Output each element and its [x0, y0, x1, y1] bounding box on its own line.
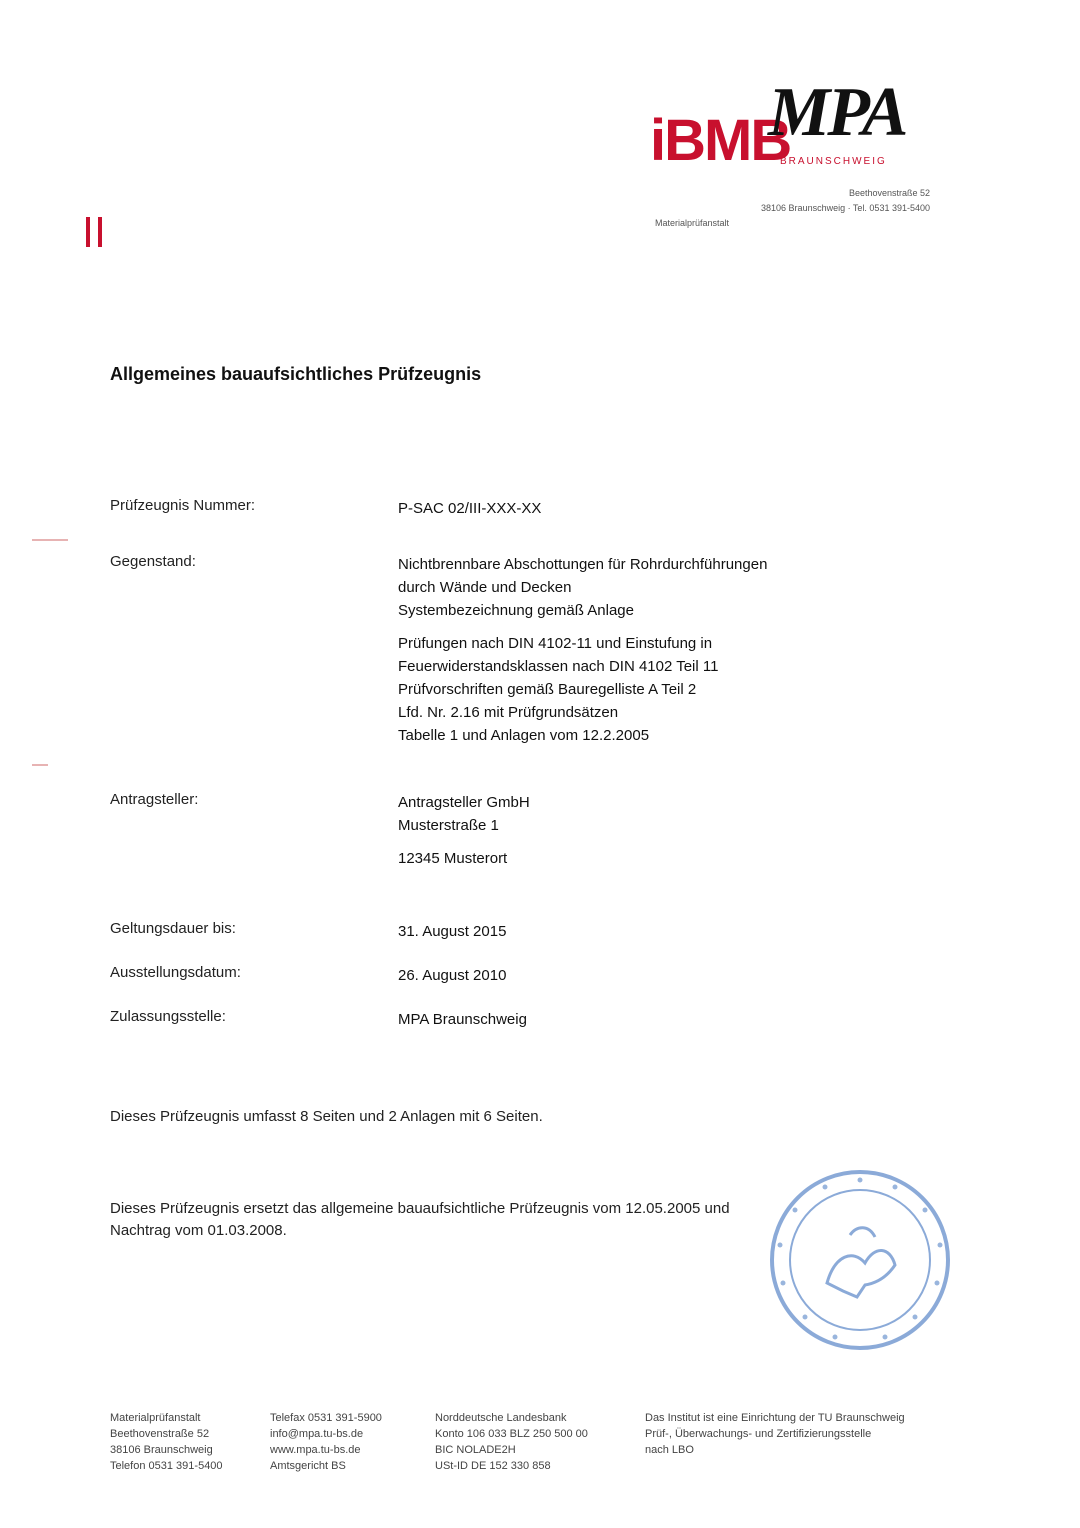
footer-column [270, 1410, 420, 1474]
footer-line: Materialprüfanstalt [110, 1412, 201, 1424]
logo-ibmb-text: iBMB [650, 108, 791, 173]
footer-line: Telefon 0531 391-5400 [110, 1460, 223, 1472]
field-label: Antragsteller: [110, 791, 199, 808]
value-line: Lfd. Nr. 2.16 mit Prüfgrundsätzen [398, 704, 619, 721]
field-value [398, 791, 938, 870]
value-line: Nichtbrennbare Abschottungen für Rohrdurchführungen [398, 556, 768, 573]
footer-line: USt-ID DE 152 330 858 [435, 1460, 551, 1472]
footer-line: Das Institut ist eine Einrichtung der TU Braunschweig [645, 1412, 905, 1424]
field-value [398, 497, 938, 520]
footer-line: Beethovenstraße 52 [110, 1428, 210, 1440]
address-line: 38106 Braunschweig · Tel. 0531 391-5400 [761, 203, 930, 213]
footer-column [645, 1410, 950, 1458]
value-line: 12345 Musterort [398, 850, 508, 867]
document-title: Allgemeines bauaufsichtliches Prüfzeugnis [110, 364, 482, 384]
letterhead-address [655, 186, 930, 231]
footer-line: Prüf-, Überwachungs- und Zertifizierungsstelle [645, 1428, 872, 1440]
value-line: 31. August 2015 [398, 923, 507, 940]
footer-line: nach LBO [645, 1444, 694, 1456]
replacement-note: Dieses Prüfzeugnis ersetzt das allgemeine bauaufsichtliche Prüfzeugnis vom 12.05.2005 und Nachtrag vom 01.03.2008. [110, 1200, 730, 1239]
field-label: Prüfzeugnis Nummer: [110, 497, 256, 514]
value-line: Musterstraße 1 [398, 817, 499, 834]
red-margin-mark [86, 217, 106, 247]
footer-line: Konto 106 033 BLZ 250 500 00 [435, 1428, 588, 1440]
footer-column [110, 1410, 260, 1474]
value-line: Tabelle 1 und Anlagen vom 12.2.2005 [398, 727, 650, 744]
page-count-statement: Dieses Prüfzeugnis umfasst 8 Seiten und 2 Anlagen mit 6 Seiten. [110, 1108, 543, 1125]
value-line: P-SAC 02/III-XXX-XX [398, 500, 542, 517]
address-line: Beethovenstraße 52 [848, 188, 930, 198]
value-line: 26. August 2010 [398, 967, 507, 984]
field-label: Geltungsdauer bis: [110, 920, 236, 937]
value-line: Prüfungen nach DIN 4102-11 und Einstufung in [398, 635, 713, 652]
logo-mpa-text: MPA [768, 74, 906, 151]
punch-mark [32, 764, 48, 766]
value-line: Antragsteller GmbH [398, 794, 530, 811]
footer-line: Telefax 0531 391-5900 [270, 1412, 382, 1424]
field-label: Gegenstand: [110, 553, 196, 570]
field-value [398, 964, 938, 987]
footer-line: info@mpa.tu-bs.de [270, 1428, 364, 1440]
field-value [398, 920, 938, 943]
footer-column [435, 1410, 635, 1474]
logo-subtitle: BRAUNSCHWEIG [780, 156, 887, 167]
field-value [398, 1008, 938, 1031]
value-line: durch Wände und Decken [398, 579, 572, 596]
field-label: Ausstellungsdatum: [110, 964, 241, 981]
footer-line: www.mpa.tu-bs.de [270, 1444, 361, 1456]
footer-line: 38106 Braunschweig [110, 1444, 213, 1456]
field-label: Zulassungsstelle: [110, 1008, 226, 1025]
value-line: Prüfvorschriften gemäß Bauregelliste A Teil 2 [398, 681, 697, 698]
footer-line: Amtsgericht BS [270, 1460, 346, 1472]
value-line: Systembezeichnung gemäß Anlage [398, 602, 634, 619]
field-value [398, 553, 938, 747]
institute-logo [650, 74, 940, 178]
value-line: MPA Braunschweig [398, 1011, 527, 1028]
footer-line: Norddeutsche Landesbank [435, 1412, 567, 1424]
address-line: Materialprüfanstalt [655, 218, 730, 228]
footer-line: BIC NOLADE2H [435, 1444, 516, 1456]
document-footer [110, 1410, 950, 1490]
fold-mark [32, 539, 68, 541]
value-line: Feuerwiderstandsklassen nach DIN 4102 Teil 11 [398, 658, 719, 675]
official-seal-icon [765, 1165, 955, 1355]
